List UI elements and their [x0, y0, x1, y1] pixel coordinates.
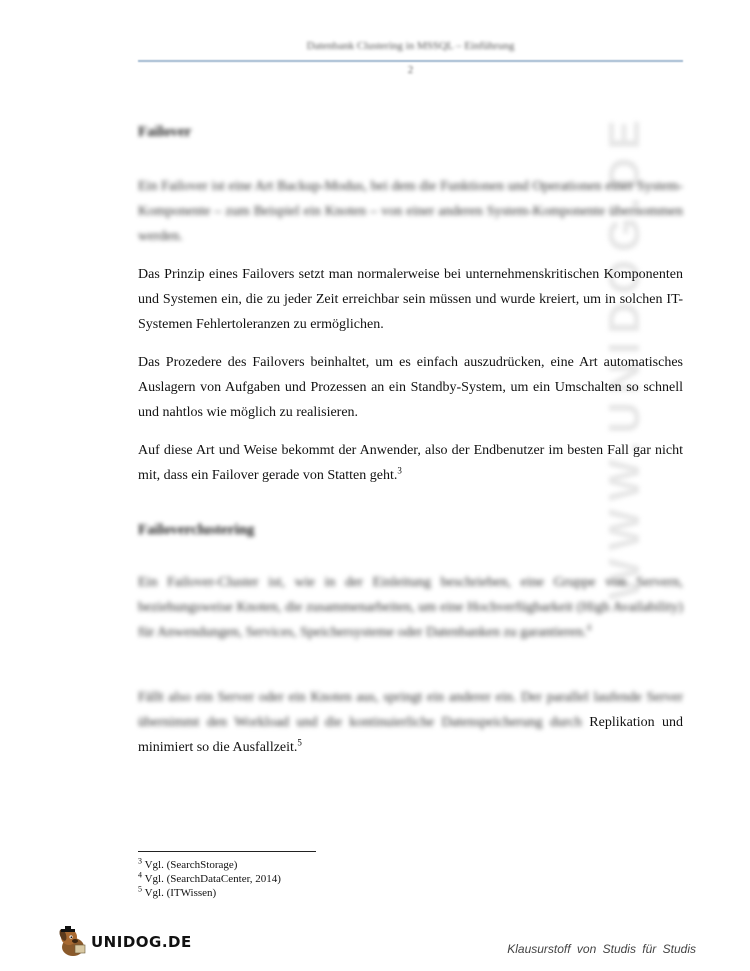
- footnote-text: Vgl. (SearchDataCenter, 2014): [144, 873, 281, 885]
- footnote-number: 3: [138, 856, 142, 866]
- footnote-ref-3: 3: [397, 465, 402, 476]
- dog-mascot-icon: [55, 925, 89, 959]
- unidog-logo[interactable]: [55, 925, 192, 959]
- header-rule: [138, 60, 683, 62]
- blurred-paragraph-cluster-text: Ein Failover-Cluster ist, wie in der Einleitung beschrieben, eine Gruppe von Servern, beziehungsweise Knoten, die zusammenarbeiten, um eine Hochverfügbarkeit (High Availability) für Anwendungen, Services, Speichersysteme oder Datenbanken zu garantieren.: [138, 575, 683, 640]
- section-heading-failover: Failover: [138, 124, 192, 140]
- footnote-item: [138, 872, 281, 886]
- section-heading-failoverclustering: Failoverclustering: [138, 522, 255, 538]
- paragraph-principle: Das Prinzip eines Failovers setzt man normalerweise bei unternehmenskritischen Komponenten und Systemen ein, die zu jeder Zeit erreichbar sein müssen und wurde kreiert, um in solchen IT-Systemen Fehlertoleranzen zu ermöglichen.: [138, 267, 683, 332]
- logo-text: UNIDOG.DE: [91, 933, 192, 951]
- footnote-item: [138, 886, 281, 900]
- footnote-separator: [138, 851, 316, 852]
- paragraph-enduser-text: Auf diese Art und Weise bekommt der Anwender, also der Endbenutzer im besten Fall gar nicht mit, dass ein Failover gerade von Statten geht.: [138, 443, 683, 483]
- footnote-text: Vgl. (ITWissen): [144, 887, 217, 899]
- blurred-paragraph-definition: Ein Failover ist eine Art Backup-Modus, bei dem die Funktionen und Operationen einer System-Komponente – zum Beispiel ein Knoten – von einer anderen System-Komponente übernommen werden.: [138, 179, 683, 244]
- footnotes: [138, 858, 281, 900]
- paragraph-replication: [138, 685, 683, 760]
- paragraph-replication-visible-text: Replikation und minimiert so die Ausfallzeit.: [138, 715, 684, 755]
- footnote-number: 5: [138, 884, 142, 894]
- footnote-item: [138, 858, 281, 872]
- footnote-ref-5: 5: [297, 737, 302, 748]
- watermark-text: WWW.UNIDOG.DE: [600, 112, 649, 600]
- blurred-paragraph-replication-text: Fällt also ein Server oder ein Knoten aus, springt ein anderer ein. Der parallel laufende Server übernimmt den Workload und die kontinuierliche Datenspeicherung durch: [138, 690, 683, 730]
- page-number: 2: [407, 64, 414, 76]
- running-header: Datenbank Clustering in MSSQL – Einführung: [306, 40, 515, 52]
- paragraph-enduser: [138, 438, 683, 488]
- footnote-text: Vgl. (SearchStorage): [144, 859, 238, 871]
- paragraph-procedure: Das Prozedere des Failovers beinhaltet, um es einfach auszudrücken, eine Art automatisches Auslagern von Aufgaben und Prozessen an ein Standby-System, um ein Umschalten so schnell und nahtlos wie möglich zu realisieren.: [138, 355, 683, 420]
- footnote-ref-4: 4: [586, 622, 592, 633]
- footer-tagline: Klausurstoff von Studis für Studis: [507, 942, 696, 956]
- blurred-paragraph-cluster: [138, 570, 683, 645]
- footnote-number: 4: [138, 870, 142, 880]
